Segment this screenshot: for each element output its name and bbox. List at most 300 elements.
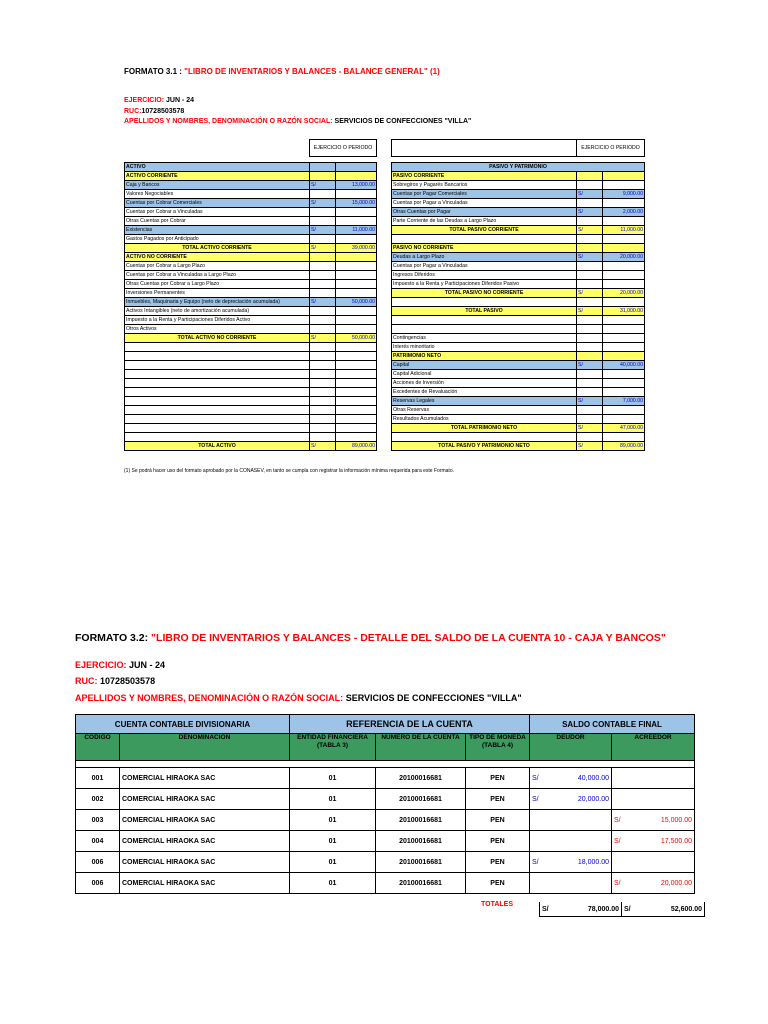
pasivo-row [392,262,645,271]
activo-amount [336,307,377,316]
table-row [76,831,695,852]
activo-currency [310,343,336,352]
pasivo-row [392,316,645,325]
moneda-cell: PEN [466,810,530,831]
deudor-cell [530,768,612,789]
f31-razon-social [124,118,471,125]
deudor-cell [530,831,612,852]
activo-row [125,199,377,208]
activo-amount: 50,000.00 [336,298,377,307]
activo-currency [310,370,336,379]
activo-amount: 15,000.00 [336,199,377,208]
moneda-cell: PEN [466,852,530,873]
pasivo-currency: S/ [577,190,603,199]
activo-amount [336,370,377,379]
activo-currency: S/ [310,226,336,235]
activo-amount [336,352,377,361]
activo-currency [310,289,336,298]
activo-row [125,181,377,190]
spacer [76,761,695,768]
activo-amount [336,415,377,424]
activo-row [125,388,377,397]
numero-cell: 20100016681 [376,810,466,831]
pasivo-row [392,352,645,361]
activo-currency: S/ [310,181,336,190]
pasivo-label [392,235,577,244]
f32-ruc [75,676,155,686]
activo-currency: S/ [310,334,336,343]
pasivo-currency [577,388,603,397]
pasivo-label: Ingresos Diferidos [392,271,577,280]
acreedor-amount: 17,500.00 [660,837,692,845]
activo-amount [336,208,377,217]
pasivo-label: PASIVO CORRIENTE [392,172,577,181]
f32-razon-social [75,693,522,703]
deudor-currency: S/ [532,795,539,803]
pasivo-currency: S/ [577,424,603,433]
pasivo-currency: S/ [577,442,603,451]
activo-amount: 11,000.00 [336,226,377,235]
activo-row [125,397,377,406]
pasivo-label: Cuentas por Pagar a Vinculadas [392,262,577,271]
activo-label: Activos Intangibles (neto de amortización acumulada) [125,307,310,316]
pasivo-row [392,334,645,343]
codigo-cell: 003 [76,810,120,831]
activo-currency [310,253,336,262]
acreedor-cell [612,789,695,810]
pasivo-label: PATRIMONIO NETO [392,352,577,361]
activo-row [125,334,377,343]
periodo-header: EJERCICIO O PERIODO [310,140,377,157]
activo-currency [310,217,336,226]
deudor-cell [530,873,612,894]
blank-cell [310,163,336,172]
pasivo-currency: S/ [577,226,603,235]
activo-row [125,172,377,181]
pasivo-currency: S/ [577,289,603,298]
moneda-cell: PEN [466,831,530,852]
codigo-cell: 006 [76,852,120,873]
activo-label: Cuentas por Cobrar Comerciales [125,199,310,208]
activo-label: Impuesto a la Renta y Participaciones Diferidos Activo [125,316,310,325]
moneda-cell: PEN [466,768,530,789]
numero-header: NUMERO DE LA CUENTA [376,734,466,761]
acreedor-amount: 20,000.00 [660,879,692,887]
deudor-cell [530,789,612,810]
f32-ejercicio-label: EJERCICIO: [75,660,127,670]
pasivo-label: Interés minoritario [392,343,577,352]
pasivo-amount [603,379,645,388]
activo-amount [336,190,377,199]
pasivo-label: TOTAL PATRIMONIO NETO [392,424,577,433]
pasivo-label [392,298,577,307]
pasivo-amount [603,271,645,280]
deudor-amount: 20,000.00 [577,795,609,803]
pasivo-row [392,307,645,316]
f32-ejercicio [75,660,165,670]
activo-amount [336,316,377,325]
table-row [76,810,695,831]
pasivo-amount [603,334,645,343]
pasivo-currency [577,406,603,415]
pasivo-amount [603,343,645,352]
f31-footnote: (1) Se podrá hacer uso del formato aprobado por la CONASEV, en tanto se cumpla con registrar la información mínima requerida para este Formato. [124,468,454,474]
activo-row [125,361,377,370]
totales-table [539,902,705,917]
activo-currency [310,325,336,334]
activo-label [125,352,310,361]
pasivo-amount [603,235,645,244]
pasivo-amount [603,316,645,325]
activo-row [125,343,377,352]
activo-label [125,433,310,442]
pasivo-row [392,244,645,253]
activo-amount [336,397,377,406]
codigo-header: CÓDIGO [76,734,120,761]
pasivo-row [392,343,645,352]
pasivo-row [392,181,645,190]
activo-amount [336,325,377,334]
total-acreedor-currency: S/ [624,905,631,913]
pasivo-currency [577,262,603,271]
f32-razon-label: APELLIDOS Y NOMBRES, DENOMINACIÓN O RAZÓN SOCIAL: [75,693,344,703]
activo-amount: 39,000.00 [336,244,377,253]
pasivo-currency: S/ [577,253,603,262]
pasivo-label: PASIVO NO CORRIENTE [392,244,577,253]
total-deudor-currency: S/ [542,905,549,913]
pasivo-row [392,172,645,181]
deudor-cell [530,852,612,873]
deudor-header: DEUDOR [530,734,612,761]
pasivo-amount [603,406,645,415]
acreedor-cell [612,873,695,894]
activo-row [125,307,377,316]
pasivo-row [392,361,645,370]
activo-table [124,139,377,451]
pasivo-label [392,316,577,325]
table-row [76,768,695,789]
numero-cell: 20100016681 [376,873,466,894]
activo-row [125,226,377,235]
activo-row [125,298,377,307]
activo-label [125,388,310,397]
codigo-cell: 002 [76,789,120,810]
pasivo-label: Deudas a Largo Plazo [392,253,577,262]
f32-title-prefix: FORMATO 3.2: [75,632,152,644]
pasivo-row [392,217,645,226]
pasivo-currency [577,370,603,379]
activo-amount [336,172,377,181]
pasivo-amount [603,388,645,397]
pasivo-table [391,139,645,451]
cuenta-group-header: CUENTA CONTABLE DIVISIONARIA [76,715,290,734]
pasivo-amount: 20,000.00 [603,253,645,262]
deudor-cell [530,810,612,831]
pasivo-row [392,235,645,244]
activo-currency [310,406,336,415]
denominacion-cell: COMERCIAL HIRAOKA SAC [120,768,290,789]
denominacion-header: DENOMINACIÓN [120,734,290,761]
moneda-cell: PEN [466,873,530,894]
activo-label: TOTAL ACTIVO CORRIENTE [125,244,310,253]
activo-amount [336,379,377,388]
pasivo-label [392,325,577,334]
activo-row [125,253,377,262]
pasivo-amount [603,433,645,442]
totales-label: TOTALES [481,901,514,908]
activo-row [125,379,377,388]
pasivo-currency [577,280,603,289]
cuenta-10-table [75,714,695,894]
activo-label: Cuentas por Cobrar a Largo Plazo [125,262,310,271]
f31-title [124,67,440,76]
activo-amount [336,217,377,226]
f31-ejercicio-label: EJERCICIO: [124,97,165,104]
activo-amount: 13,000.00 [336,181,377,190]
activo-label: Gastos Pagados por Anticipado [125,235,310,244]
pasivo-row [392,190,645,199]
numero-cell: 20100016681 [376,768,466,789]
activo-label [125,406,310,415]
pasivo-amount [603,298,645,307]
pasivo-currency [577,298,603,307]
pasivo-row [392,298,645,307]
activo-row [125,442,377,451]
pasivo-label: TOTAL PASIVO CORRIENTE [392,226,577,235]
f31-razon-value: SERVICIOS DE CONFECCIONES "VILLA" [334,118,472,125]
activo-amount: 50,000.00 [336,334,377,343]
pasivo-label: Capital Adicional [392,370,577,379]
numero-cell: 20100016681 [376,789,466,810]
pasivo-label: Otras Cuentas por Pagar [392,208,577,217]
pasivo-label: Cuentas por Pagar Comerciales [392,190,577,199]
activo-row [125,433,377,442]
codigo-cell: 001 [76,768,120,789]
activo-label: Otros Activos [125,325,310,334]
referencia-group-header: REFERENCIA DE LA CUENTA [290,715,530,734]
pasivo-amount [603,262,645,271]
pasivo-label [392,433,577,442]
pasivo-row [392,379,645,388]
activo-currency [310,271,336,280]
activo-label: Cuentas por Cobrar a Vinculadas [125,208,310,217]
pasivo-amount: 40,000.00 [603,361,645,370]
denominacion-cell: COMERCIAL HIRAOKA SAC [120,789,290,810]
activo-label: Otras Cuentas por Cobrar a Largo Plazo [125,280,310,289]
activo-amount [336,343,377,352]
pasivo-row [392,388,645,397]
f31-title-main: "LIBRO DE INVENTARIOS Y BALANCES - BALANCE GENERAL" (1) [184,67,440,76]
denominacion-cell: COMERCIAL HIRAOKA SAC [120,852,290,873]
pasivo-currency [577,379,603,388]
pasivo-currency [577,352,603,361]
acreedor-cell [612,831,695,852]
activo-amount [336,424,377,433]
pasivo-label: Reservas Legales [392,397,577,406]
pasivo-currency: S/ [577,397,603,406]
pasivo-label: Capital [392,361,577,370]
activo-currency: S/ [310,442,336,451]
entidad-cell: 01 [290,789,376,810]
pasivo-row [392,325,645,334]
pasivo-label: Parte Corriente de las Deudas a Largo Plazo [392,217,577,226]
acreedor-currency: S/ [614,837,621,845]
activo-amount [336,262,377,271]
denominacion-cell: COMERCIAL HIRAOKA SAC [120,831,290,852]
acreedor-cell [612,810,695,831]
pasivo-row [392,226,645,235]
pasivo-amount [603,325,645,334]
pasivo-currency [577,415,603,424]
f32-ejercicio-value: JUN - 24 [129,660,166,670]
pasivo-row [392,271,645,280]
activo-row [125,289,377,298]
activo-currency [310,379,336,388]
pasivo-row [392,289,645,298]
activo-label [125,415,310,424]
pasivo-amount [603,172,645,181]
pasivo-amount [603,244,645,253]
pasivo-label: Cuentas por Pagar a Vinculadas [392,199,577,208]
activo-amount [336,388,377,397]
pasivo-amount: 2,000.00 [603,208,645,217]
entidad-cell: 01 [290,810,376,831]
pasivo-amount [603,370,645,379]
periodo-header: EJERCICIO O PERIODO [577,140,645,157]
cuenta-10-rows [76,768,695,894]
saldo-group-header: SALDO CONTABLE FINAL [530,715,695,734]
activo-currency [310,280,336,289]
pasivo-header: PASIVO Y PATRIMONIO [392,163,645,172]
activo-currency: S/ [310,199,336,208]
entidad-cell: 01 [290,831,376,852]
activo-row [125,208,377,217]
pasivo-currency [577,235,603,244]
pasivo-amount: 31,000.00 [603,307,645,316]
activo-currency: S/ [310,244,336,253]
pasivo-row [392,442,645,451]
pasivo-label: Contingencias [392,334,577,343]
pasivo-label: Sobregiros y Pagarés Bancarios [392,181,577,190]
f31-ruc-value: 10728503578 [141,108,185,115]
activo-row [125,352,377,361]
f32-ruc-label: RUC: [75,676,98,686]
blank-cell [125,140,310,157]
activo-label [125,379,310,388]
f31-ruc [124,108,184,115]
activo-amount [336,280,377,289]
activo-currency [310,235,336,244]
pasivo-row [392,199,645,208]
activo-row [125,280,377,289]
f32-razon-value: SERVICIOS DE CONFECCIONES "VILLA" [345,693,522,703]
activo-amount [336,289,377,298]
acreedor-cell [612,768,695,789]
entidad-header: ENTIDAD FINANCIERA (TABLA 3) [290,734,376,761]
activo-currency [310,262,336,271]
pasivo-currency [577,181,603,190]
activo-label: Otras Cuentas por Cobrar [125,217,310,226]
activo-currency [310,361,336,370]
pasivo-label: TOTAL PASIVO Y PATRIMONIO NETO [392,442,577,451]
activo-label [125,397,310,406]
pasivo-amount: 9,000.00 [603,190,645,199]
acreedor-currency: S/ [614,816,621,824]
activo-label: Existencias [125,226,310,235]
codigo-cell: 006 [76,873,120,894]
activo-label: TOTAL ACTIVO [125,442,310,451]
activo-amount [336,406,377,415]
pasivo-amount [603,181,645,190]
activo-row [125,244,377,253]
activo-row [125,217,377,226]
total-deudor-cell [540,902,622,917]
entidad-cell: 01 [290,873,376,894]
table-row [76,789,695,810]
blank-cell [392,140,577,157]
blank-cell [336,163,377,172]
activo-currency [310,397,336,406]
activo-currency [310,388,336,397]
activo-amount [336,271,377,280]
pasivo-currency [577,334,603,343]
pasivo-currency [577,325,603,334]
total-acreedor: 52,600.00 [670,905,702,913]
pasivo-currency: S/ [577,361,603,370]
pasivo-label: Acciones de Inversión [392,379,577,388]
total-acreedor-cell [622,902,705,917]
entidad-cell: 01 [290,768,376,789]
activo-label [125,370,310,379]
activo-currency [310,316,336,325]
pasivo-label: Otras Reservas [392,406,577,415]
codigo-cell: 004 [76,831,120,852]
activo-row [125,316,377,325]
acreedor-header: ACREEDOR [612,734,695,761]
denominacion-cell: COMERCIAL HIRAOKA SAC [120,810,290,831]
total-deudor: 78,000.00 [587,905,619,913]
activo-label: Valores Negociables [125,190,310,199]
activo-currency [310,172,336,181]
activo-label [125,424,310,433]
activo-row [125,235,377,244]
table-row [76,873,695,894]
deudor-currency: S/ [532,858,539,866]
activo-currency [310,190,336,199]
activo-amount [336,235,377,244]
acreedor-currency: S/ [614,879,621,887]
pasivo-currency [577,316,603,325]
pasivo-currency: S/ [577,307,603,316]
f32-title-main: "LIBRO DE INVENTARIOS Y BALANCES - DETALLE DEL SALDO DE LA CUENTA 10 - CAJA Y BANCOS" [151,632,666,644]
activo-amount: 89,000.00 [336,442,377,451]
pasivo-currency [577,199,603,208]
f31-ejercicio-value: JUN - 24 [166,97,195,104]
deudor-amount: 18,000.00 [577,858,609,866]
pasivo-amount [603,280,645,289]
numero-cell: 20100016681 [376,852,466,873]
activo-row [125,424,377,433]
pasivo-currency [577,217,603,226]
activo-row [125,370,377,379]
pasivo-row [392,433,645,442]
pasivo-amount: 20,000.00 [603,289,645,298]
pasivo-row [392,253,645,262]
activo-row [125,415,377,424]
pasivo-amount [603,352,645,361]
denominacion-cell: COMERCIAL HIRAOKA SAC [120,873,290,894]
pasivo-label: Impuesto a la Renta y Participaciones Diferidos Pasivo [392,280,577,289]
